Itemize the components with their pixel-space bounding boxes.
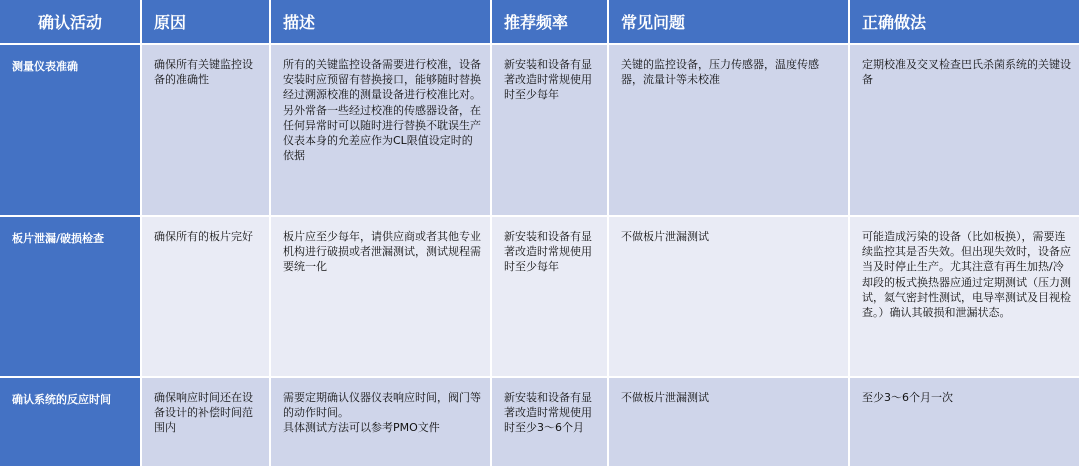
header-frequency: 推荐频率 <box>491 0 608 44</box>
activity-cell: 板片泄漏/破损检查 <box>0 216 141 377</box>
practice-cell: 定期校准及交叉检查巴氏杀菌系统的关键设备 <box>849 44 1080 216</box>
reason-cell: 确保所有的板片完好 <box>141 216 270 377</box>
issues-cell: 关键的监控设备，压力传感器，温度传感器，流量计等未校准 <box>608 44 849 216</box>
description-cell <box>270 44 491 216</box>
header-activity: 确认活动 <box>0 0 141 44</box>
header-reason: 原因 <box>141 0 270 44</box>
description-line: 所有的关键监控设备需要进行校准，设备安装时应预留有替换接口，能够随时替换经过溯源校准的测量设备进行校准比对。 <box>283 58 481 102</box>
practice-cell: 可能造成污染的设备（比如板换），需要连续监控其是否失效。但出现失效时，设备应当及时停止生产。尤其注意有再生加热/冷却段的板式换热器应通过定期测试（压力测试，氦气密封性测试，电导率测试及目视检查。）确认其破损和泄漏状态。 <box>849 216 1080 377</box>
frequency-cell: 新安装和设备有显著改造时常规使用时至少3～6个月 <box>491 377 608 467</box>
description-cell <box>270 377 491 467</box>
description-line: 仪表本身的允差应作为CL限值设定时的依据 <box>283 134 473 163</box>
issues-cell: 不做板片泄漏测试 <box>608 216 849 377</box>
header-issues: 常见问题 <box>608 0 849 44</box>
table-row <box>0 216 1080 377</box>
issues-cell: 不做板片泄漏测试 <box>608 377 849 467</box>
header-practice: 正确做法 <box>849 0 1080 44</box>
table-row <box>0 44 1080 216</box>
description-line: 板片应至少每年，请供应商或者其他专业机构进行破损或者泄漏测试，测试规程需要统一化 <box>283 230 481 274</box>
header-description: 描述 <box>270 0 491 44</box>
description-cell <box>270 216 491 377</box>
activity-cell: 确认系统的反应时间 <box>0 377 141 467</box>
reason-cell: 确保所有关键监控设备的准确性 <box>141 44 270 216</box>
table-row <box>0 377 1080 467</box>
description-line: 具体测试方法可以参考PMO文件 <box>283 421 440 435</box>
reason-cell: 确保响应时间还在设备设计的补偿时间范围内 <box>141 377 270 467</box>
description-line: 另外常备一些经过校准的传感器设备，在任何异常时可以随时进行替换不耽误生产 <box>283 103 481 132</box>
frequency-cell: 新安装和设备有显著改造时常规使用时至少每年 <box>491 44 608 216</box>
frequency-cell: 新安装和设备有显著改造时常规使用时至少每年 <box>491 216 608 377</box>
header-row <box>0 0 1080 44</box>
activity-cell: 测量仪表准确 <box>0 44 141 216</box>
practice-cell: 至少3～6个月一次 <box>849 377 1080 467</box>
description-line: 需要定期确认仪器仪表响应时间，阀门等的动作时间。 <box>283 391 481 420</box>
